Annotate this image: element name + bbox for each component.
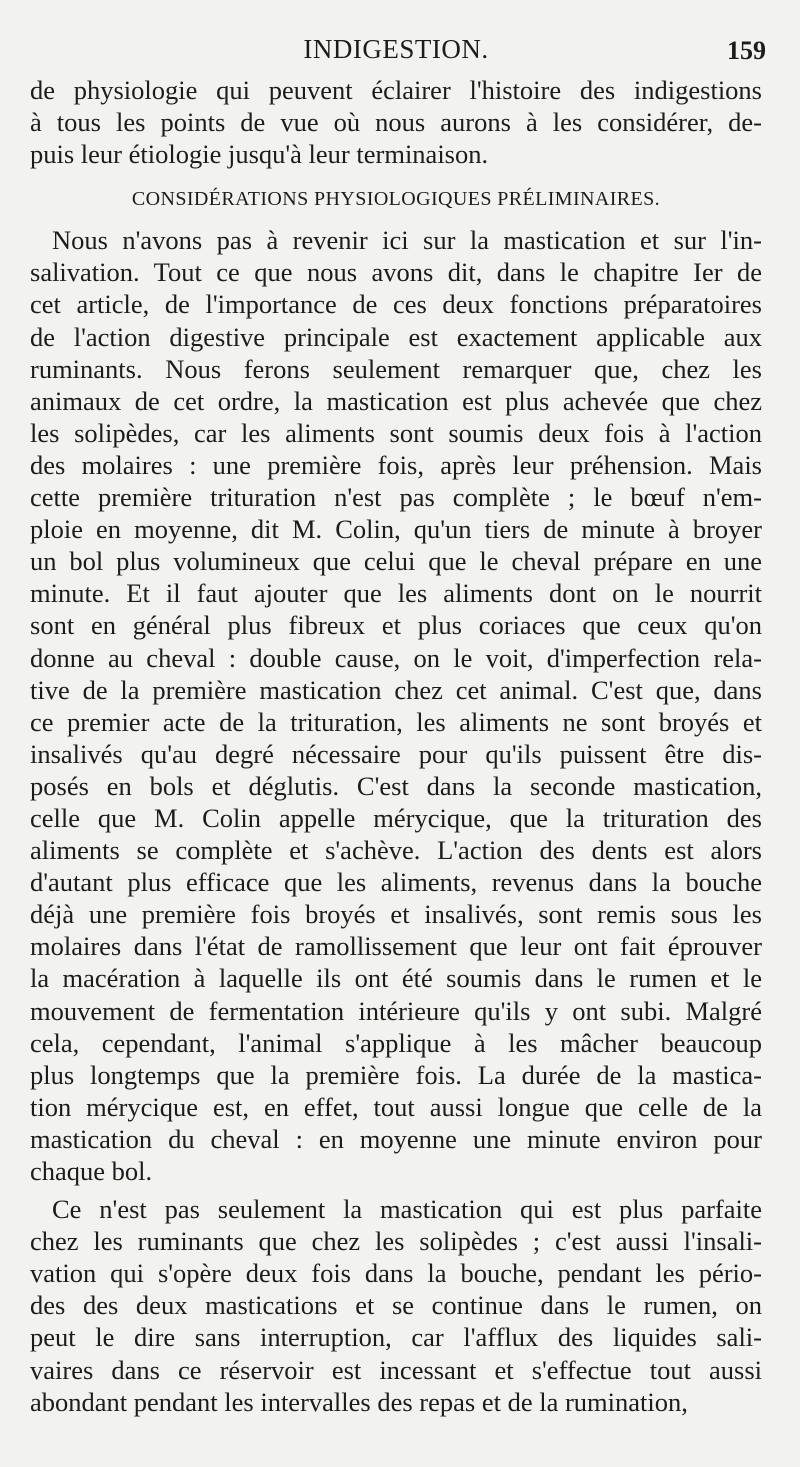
paragraph-2: [30, 1193, 762, 1418]
text-line: mastication du cheval : en moyenne une minute environ pour: [30, 1123, 762, 1154]
text-line: Nous n'avons pas à revenir ici sur la mastication et sur l'in-: [52, 225, 762, 256]
text-line: cet article, de l'importance de ces deux fonctions préparatoires: [30, 289, 762, 320]
page-number: 159: [727, 36, 766, 65]
text-line: insalivés qu'au degré nécessaire pour qu'ils puissent être dis-: [30, 738, 762, 769]
intro-paragraph: [30, 74, 762, 170]
text-line: cela, cependant, l'animal s'applique à les mâcher beaucoup: [30, 1027, 762, 1058]
text-line: vaires dans ce réservoir est incessant et s'effectue tout aussi: [30, 1354, 762, 1385]
text-line: tive de la première mastication chez cet animal. C'est que, dans: [30, 674, 762, 705]
text-line: abondant pendant les intervalles des repas et de la rumination,: [30, 1386, 688, 1417]
text-line: sont en général plus fibreux et plus coriaces que ceux qu'on: [30, 610, 762, 641]
text-line: aliments se complète et s'achève. L'action des dents est alors: [30, 835, 762, 866]
text-line: puis leur étiologie jusqu'à leur terminaison.: [30, 139, 489, 170]
text-line: tion mérycique est, en effet, tout aussi longue que celle de la: [30, 1091, 762, 1122]
text-line: salivation. Tout ce que nous avons dit, dans le chapitre Ier de: [30, 257, 762, 288]
text-line: posés en bols et déglutis. C'est dans la seconde mastication,: [30, 770, 762, 801]
text-line: Ce n'est pas seulement la mastication qui est plus parfaite: [52, 1194, 762, 1225]
text-line: d'autant plus efficace que les aliments, revenus dans la bouche: [30, 867, 762, 898]
text-line: molaires dans l'état de ramollissement que leur ont fait éprouver: [30, 931, 762, 962]
text-line: chez les ruminants que chez les solipèdes ; c'est aussi l'insali-: [30, 1226, 762, 1257]
text-line: les solipèdes, car les aliments sont soumis deux fois à l'action: [30, 417, 762, 448]
text-line: animaux de cet ordre, la mastication est plus achevée que chez: [30, 385, 762, 416]
text-line: la macération à laquelle ils ont été soumis dans le rumen et le: [30, 963, 762, 994]
text-line: un bol plus volumineux que celui que le cheval prépare en une: [30, 546, 762, 577]
text-line: mouvement de fermentation intérieure qu'ils y ont subi. Malgré: [30, 995, 762, 1026]
body-text: [30, 74, 762, 1418]
text-line: déjà une première fois broyés et insalivés, sont remis sous les: [30, 899, 762, 930]
text-line: des des deux mastications et se continue dans le rumen, on: [30, 1290, 762, 1321]
text-line: de l'action digestive principale est exactement applicable aux: [30, 321, 762, 352]
text-line: chaque bol.: [30, 1156, 153, 1186]
text-line: donne au cheval : double cause, on le voit, d'imperfection rela-: [30, 642, 762, 673]
text-line: plus longtemps que la première fois. La durée de la mastica-: [30, 1059, 762, 1090]
page-header: [30, 30, 766, 74]
running-head: INDIGESTION.: [303, 34, 489, 64]
text-line: minute. Et il faut ajouter que les aliments dont on le nourrit: [30, 578, 762, 609]
text-line: des molaires : une première fois, après leur préhension. Mais: [30, 449, 762, 480]
text-line: cette première trituration n'est pas complète ; le bœuf n'em-: [30, 482, 762, 513]
section-title: CONSIDÉRATIONS PHYSIOLOGIQUES PRÉLIMINAIRES.: [131, 188, 661, 211]
text-line: à tous les points de vue où nous aurons à les considérer, de-: [30, 107, 762, 138]
text-line: ploie en moyenne, dit M. Colin, qu'un tiers de minute à broyer: [30, 514, 762, 545]
text-line: ce premier acte de la trituration, les aliments ne sont broyés et: [30, 706, 762, 737]
text-line: ruminants. Nous ferons seulement remarquer que, chez les: [30, 353, 762, 384]
text-line: celle que M. Colin appelle mérycique, que la trituration des: [30, 802, 762, 833]
text-line: de physiologie qui peuvent éclairer l'histoire des indigestions: [30, 75, 762, 105]
text-line: vation qui s'opère deux fois dans la bouche, pendant les pério-: [30, 1258, 762, 1289]
text-line: peut le dire sans interruption, car l'afflux des liquides sali-: [30, 1322, 762, 1353]
paragraph-1: [30, 224, 762, 1187]
